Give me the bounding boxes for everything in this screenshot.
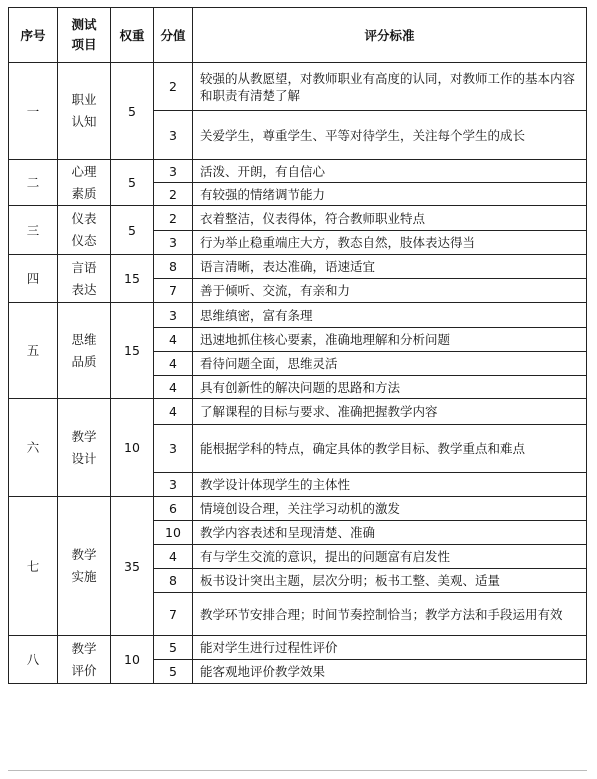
row-score: 2	[154, 63, 193, 111]
row-standard: 有与学生交流的意识，提出的问题富有启发性	[193, 545, 587, 569]
row-standard: 情境创设合理，关注学习动机的激发	[193, 497, 587, 521]
header-score: 分值	[154, 8, 193, 63]
group-item	[58, 399, 111, 497]
row-standard: 善于倾听、交流，有亲和力	[193, 279, 587, 303]
table-row	[9, 255, 587, 279]
row-standard: 教学环节安排合理；时间节奏控制恰当；教学方法和手段运用有效	[193, 593, 587, 636]
row-standard: 思维缜密，富有条理	[193, 303, 587, 328]
group-item	[58, 160, 111, 206]
group-item	[58, 206, 111, 255]
table-row	[9, 63, 587, 111]
group-weight: 15	[111, 303, 154, 399]
group-item-label: 言语表达	[71, 259, 97, 297]
row-standard: 行为举止稳重端庄大方，教态自然，肢体表达得当	[193, 231, 587, 255]
group-weight: 5	[111, 206, 154, 255]
group-number: 三	[9, 206, 58, 255]
row-standard: 能根据学科的特点，确定具体的教学目标、教学重点和难点	[193, 425, 587, 473]
group-item-label: 心理素质	[71, 163, 97, 201]
row-score: 3	[154, 473, 193, 497]
row-standard: 具有创新性的解决问题的思路和方法	[193, 376, 587, 399]
group-item	[58, 63, 111, 160]
group-weight: 10	[111, 636, 154, 684]
table-row	[9, 160, 587, 183]
header-standard: 评分标准	[193, 8, 587, 63]
header-weight: 权重	[111, 8, 154, 63]
table-row	[9, 303, 587, 328]
group-number: 七	[9, 497, 58, 636]
group-weight: 5	[111, 160, 154, 206]
row-score: 8	[154, 255, 193, 279]
row-standard: 衣着整洁，仪表得体，符合教师职业特点	[193, 206, 587, 231]
group-item	[58, 255, 111, 303]
row-score: 7	[154, 279, 193, 303]
group-number: 一	[9, 63, 58, 160]
row-score: 4	[154, 399, 193, 425]
row-score: 2	[154, 206, 193, 231]
row-standard: 教学设计体现学生的主体性	[193, 473, 587, 497]
table-header-row	[9, 8, 587, 63]
row-score: 5	[154, 636, 193, 660]
table-row	[9, 636, 587, 660]
group-item	[58, 636, 111, 684]
row-score: 3	[154, 111, 193, 160]
row-score: 3	[154, 231, 193, 255]
table-row	[9, 497, 587, 521]
row-score: 3	[154, 425, 193, 473]
row-standard: 了解课程的目标与要求、准确把握教学内容	[193, 399, 587, 425]
row-standard: 教学内容表述和呈现清楚、准确	[193, 521, 587, 545]
row-standard: 关爱学生，尊重学生、平等对待学生，关注每个学生的成长	[193, 111, 587, 160]
row-score: 5	[154, 660, 193, 684]
group-number: 四	[9, 255, 58, 303]
row-score: 8	[154, 569, 193, 593]
row-score: 3	[154, 303, 193, 328]
group-number: 二	[9, 160, 58, 206]
row-standard: 较强的从教愿望，对教师职业有高度的认同，对教师工作的基本内容和职责有清楚了解	[193, 63, 587, 111]
group-number: 五	[9, 303, 58, 399]
group-item	[58, 303, 111, 399]
group-number: 六	[9, 399, 58, 497]
group-weight: 5	[111, 63, 154, 160]
header-item-label: 测试项目	[71, 17, 97, 52]
row-standard: 能客观地评价教学效果	[193, 660, 587, 684]
row-score: 10	[154, 521, 193, 545]
group-item-label: 仪表仪态	[71, 211, 97, 248]
row-standard: 能对学生进行过程性评价	[193, 636, 587, 660]
table-row	[9, 399, 587, 425]
group-item-label: 教学实施	[71, 547, 97, 584]
group-weight: 10	[111, 399, 154, 497]
group-item-label: 教学设计	[71, 428, 97, 466]
row-score: 4	[154, 545, 193, 569]
row-score: 4	[154, 376, 193, 399]
row-score: 6	[154, 497, 193, 521]
group-item	[58, 497, 111, 636]
row-score: 3	[154, 160, 193, 183]
header-item	[58, 8, 111, 63]
row-standard: 板书设计突出主题，层次分明；板书工整、美观、适量	[193, 569, 587, 593]
row-standard: 看待问题全面，思维灵活	[193, 352, 587, 376]
row-score: 4	[154, 352, 193, 376]
group-item-label: 职业认知	[71, 92, 97, 129]
row-standard: 有较强的情绪调节能力	[193, 183, 587, 206]
group-weight: 35	[111, 497, 154, 636]
row-standard: 活泼、开朗，有自信心	[193, 160, 587, 183]
group-item-label: 思维品质	[71, 331, 97, 369]
table-body	[9, 63, 587, 684]
row-score: 2	[154, 183, 193, 206]
page-bottom-rule	[8, 770, 587, 771]
scoring-table	[8, 7, 587, 684]
table-row	[9, 206, 587, 231]
group-weight: 15	[111, 255, 154, 303]
row-standard: 迅速地抓住核心要素，准确地理解和分析问题	[193, 328, 587, 352]
group-number: 八	[9, 636, 58, 684]
row-score: 7	[154, 593, 193, 636]
row-standard: 语言清晰，表达准确，语速适宜	[193, 255, 587, 279]
header-no: 序号	[9, 8, 58, 63]
group-item-label: 教学评价	[71, 640, 97, 678]
row-score: 4	[154, 328, 193, 352]
